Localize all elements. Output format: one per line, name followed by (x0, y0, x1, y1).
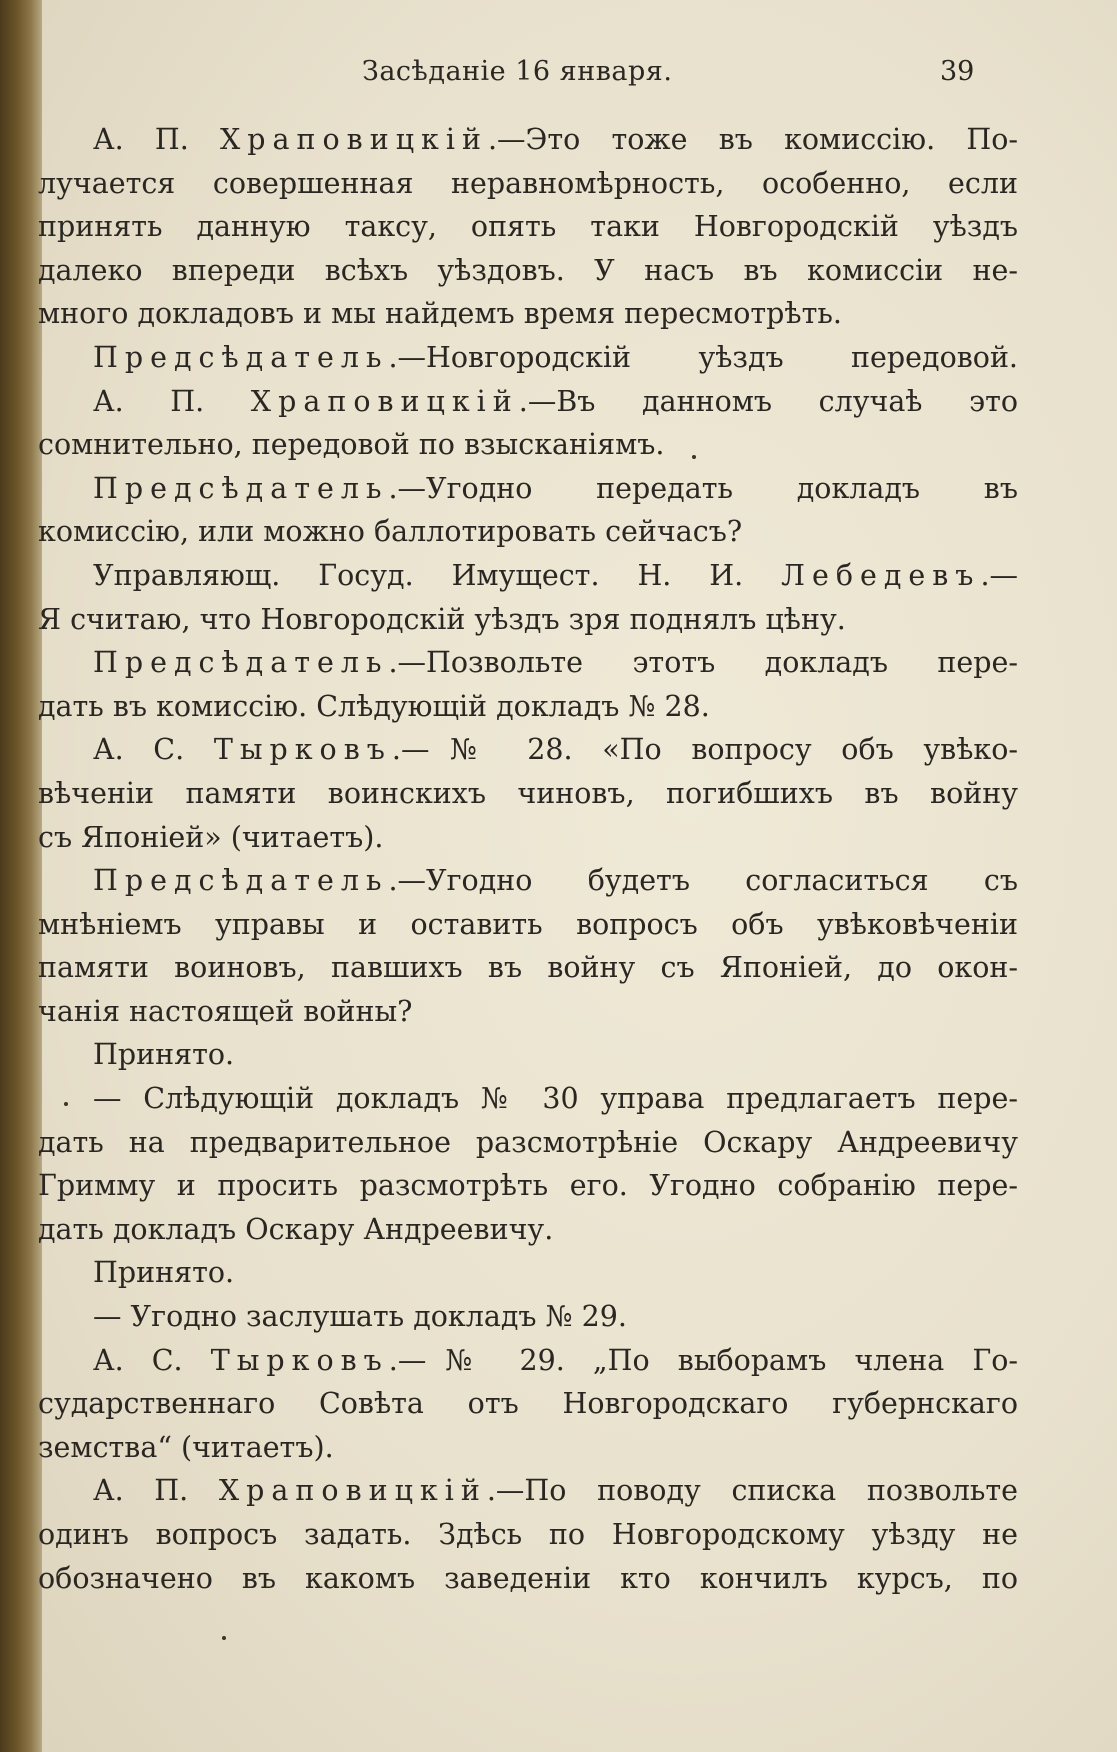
speaker-name: Предсѣдатель (93, 646, 389, 680)
text-line (38, 859, 1018, 903)
text-line (38, 1339, 1018, 1383)
speaker-name: Храповицкій (219, 123, 488, 156)
line-text: вѣченіи памяти воинскихъ чиновъ, погибшихъ въ войну (38, 776, 1018, 810)
speaker-name: Предсѣдатель (93, 864, 389, 898)
text-line (38, 423, 1018, 467)
text-line (38, 1251, 1018, 1295)
text-line (38, 249, 1018, 293)
line-text: дать докладъ Оскару Андреевичу. (38, 1212, 554, 1246)
line-text: много докладовъ и мы найдемъ время пересмотрѣть. (38, 297, 842, 331)
line-text: — Слѣдующій докладъ № 30 управа предлагаетъ пере- (93, 1082, 1018, 1116)
speaker-name: Предсѣдатель (93, 471, 389, 505)
line-text: А. П. (93, 384, 251, 418)
text-line (38, 1295, 1018, 1339)
text-line (38, 118, 1018, 162)
line-text: .— (980, 558, 1018, 592)
line-text: комиссію, или можно баллотировать сейчасъ? (38, 515, 743, 549)
text-line (38, 641, 1018, 685)
line-text: лучается совершенная неравномѣрность, особенно, если (38, 166, 1018, 200)
line-text: Принято. (93, 1256, 235, 1290)
text-line (38, 816, 1018, 860)
text-line (38, 510, 1018, 554)
text-line (38, 467, 1018, 511)
text-line (38, 554, 1018, 598)
text-line (38, 1426, 1018, 1470)
line-text: — Угодно заслушать докладъ № 29. (93, 1300, 627, 1334)
page-header-title: Засѣданіе 16 января. (362, 56, 673, 87)
line-text: .—Позвольте этотъ докладъ пере- (388, 646, 1018, 680)
page-number: 39 (940, 56, 975, 87)
line-text: .—Новгородскій уѣздъ передовой. (388, 340, 1018, 374)
line-text: .—Это тоже въ комиссію. По- (487, 123, 1018, 156)
line-text: .—№ 28. «По вопросу объ увѣко- (391, 733, 1018, 767)
text-line (38, 292, 1018, 336)
running-header (42, 56, 1117, 96)
text-line (38, 336, 1018, 380)
line-text: А. С. (93, 1343, 211, 1377)
line-text: дать въ комиссію. Слѣдующій докладъ № 28. (38, 689, 710, 723)
speaker-name: Лебедевъ (781, 558, 981, 592)
text-line (38, 162, 1018, 206)
line-text: принять данную таксу, опять таки Новгородскій уѣздъ (38, 210, 1018, 244)
speaker-name: Тырковъ (213, 733, 392, 767)
book-spine-shadow (0, 0, 42, 1752)
text-line (38, 1208, 1018, 1252)
text-line (38, 1469, 1018, 1513)
body-text (38, 118, 1018, 1600)
line-text: сомнительно, передовой по взысканіямъ. (38, 428, 665, 462)
text-line (38, 1382, 1018, 1426)
text-line (38, 380, 1018, 424)
line-text: чанія настоящей войны? (38, 994, 413, 1028)
text-line (38, 903, 1018, 947)
line-text: памяти воиновъ, павшихъ въ войну съ Японіей, до окон- (38, 951, 1018, 985)
line-text: Управляющ. Госуд. Имущест. Н. И. (93, 558, 782, 592)
line-text: Принято. (93, 1038, 235, 1072)
line-text: съ Японіей» (читаетъ). (38, 820, 384, 854)
text-line (38, 1557, 1018, 1601)
line-text: Гримму и просить разсмотрѣть его. Угодно собранію пере- (38, 1169, 1018, 1203)
line-text: .—Угодно будетъ согласиться съ (388, 864, 1018, 898)
book-page (38, 0, 1117, 1752)
line-text: .—Въ данномъ случаѣ это (518, 384, 1018, 418)
text-line (38, 1121, 1018, 1165)
text-line (38, 946, 1018, 990)
speaker-name: Предсѣдатель (93, 340, 389, 374)
text-line (38, 1077, 1018, 1121)
line-text: одинъ вопросъ задать. Здѣсь по Новгородскому уѣзду не (38, 1518, 1018, 1551)
text-line (38, 728, 1018, 772)
text-line (38, 1513, 1018, 1557)
print-speck (64, 1102, 68, 1106)
line-text: мнѣніемъ управы и оставить вопросъ объ увѣковѣченіи (38, 907, 1018, 941)
print-speck (692, 455, 696, 459)
line-text: .—Угодно передать докладъ въ (388, 471, 1018, 505)
line-text: .—По поводу списка позвольте (486, 1474, 1018, 1508)
text-line (38, 1164, 1018, 1208)
line-text: .—№ 29. „По выборамъ члена Го- (388, 1343, 1018, 1377)
line-text: А. П. (93, 1474, 219, 1508)
line-text: А. П. (93, 123, 220, 156)
text-line (38, 772, 1018, 816)
text-line (38, 598, 1018, 642)
text-line (38, 685, 1018, 729)
speaker-name: Храповицкій (250, 384, 519, 418)
line-text: А. С. (93, 733, 214, 767)
text-line (38, 205, 1018, 249)
line-text: земства“ (читаетъ). (38, 1430, 334, 1464)
line-text: дать на предварительное разсмотрѣніе Оскару Андреевичу (38, 1125, 1018, 1159)
line-text: Я считаю, что Новгородскій уѣздъ зря поднялъ цѣну. (38, 602, 846, 636)
line-text: сударственнаго Совѣта отъ Новгородскаго губернскаго (38, 1387, 1018, 1421)
line-text: обозначено въ какомъ заведеніи кто кончилъ курсъ, по (38, 1561, 1018, 1595)
line-text: далеко впереди всѣхъ уѣздовъ. У насъ въ комиссіи не- (38, 253, 1018, 287)
text-line (38, 990, 1018, 1034)
text-line (38, 1033, 1018, 1077)
speaker-name: Храповицкій (218, 1474, 487, 1508)
print-speck (222, 1636, 226, 1640)
speaker-name: Тырковъ (210, 1343, 389, 1377)
